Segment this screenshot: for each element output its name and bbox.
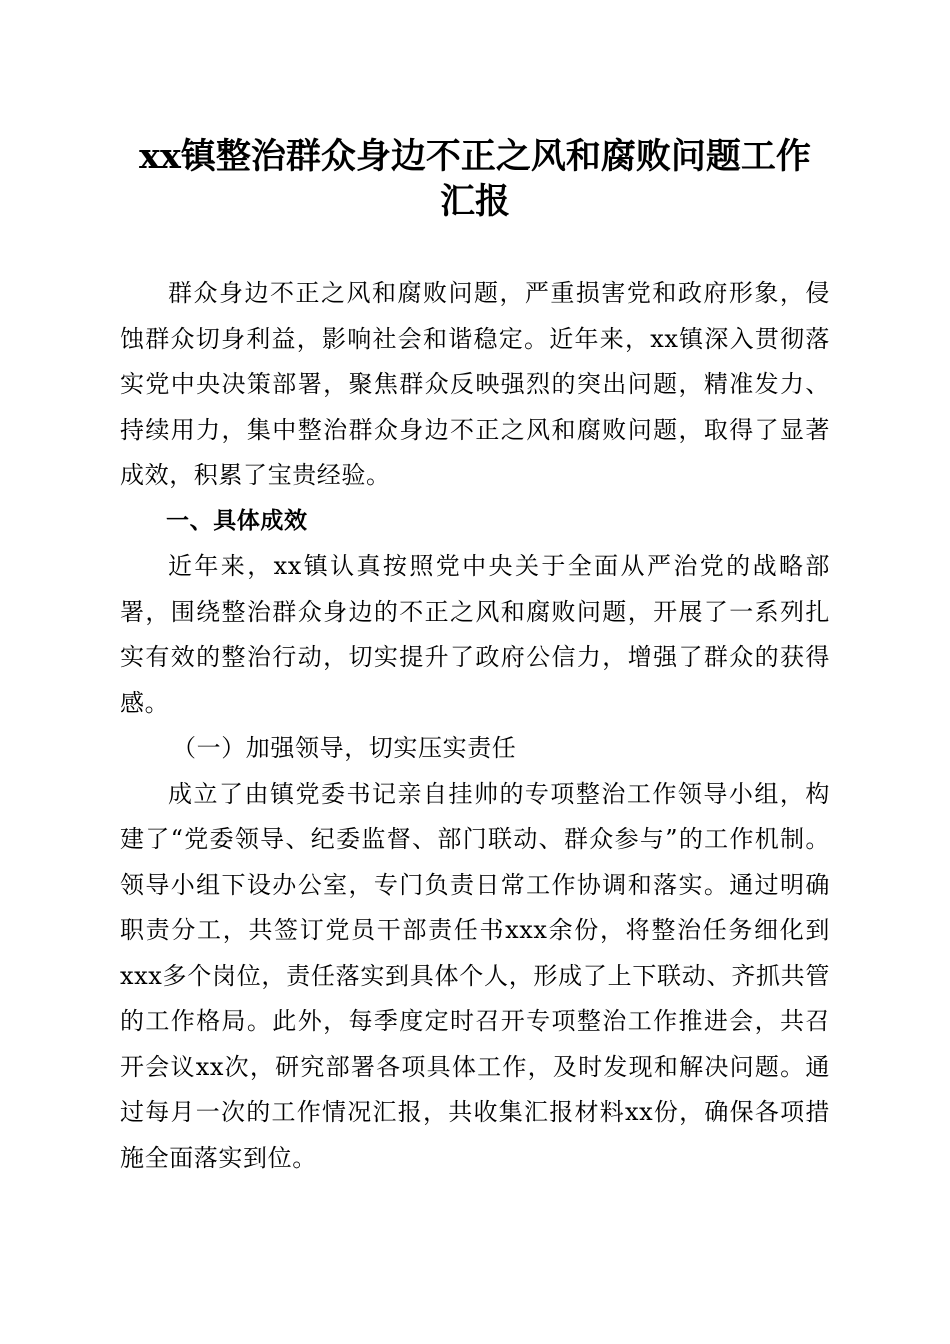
title-line-2: 汇报 xyxy=(439,181,510,222)
title-line-1: xx镇整治群众身边不正之风和腐败问题工作 xyxy=(139,136,811,177)
document-page xyxy=(120,134,830,1181)
section-heading-results: 一、具体成效 xyxy=(166,507,308,534)
subsection-heading-leadership: （一）加强领导，切实压实责任 xyxy=(172,734,517,762)
section-results-paragraph: 近年来，xx镇认真按照党中央关于全面从严治党的战略部署，围绕整治群众身边的不正之风和腐败问题，开展了一系列扎实有效的整治行动，切实提升了政府公信力，增强了群众的获得感。 xyxy=(120,552,830,717)
subsection-leadership-paragraph: 成立了由镇党委书记亲自挂帅的专项整治工作领导小组，构建了“党委领导、纪委监督、部门联动、群众参与”的工作机制。领导小组下设办公室，专门负责日常工作协调和落实。通过明确职责分工，共签订党员干部责任书xxx余份，将整治任务细化到xxx多个岗位，责任落实到具体个人，形成了上下联动、齐抓共管的工作格局。此外，每季度定时召开专项整治工作推进会，共召开会议xx次，研究部署各项具体工作，及时发现和解决问题。通过每月一次的工作情况汇报，共收集汇报材料xx份，确保各项措施全面落实到位。 xyxy=(120,779,830,1172)
intro-paragraph: 群众身边不正之风和腐败问题，严重损害党和政府形象，侵蚀群众切身利益，影响社会和谐稳定。近年来，xx镇深入贯彻落实党中央决策部署，聚焦群众反映强烈的突出问题，精准发力、持续用力，集中整治群众身边不正之风和腐败问题，取得了显著成效，积累了宝贵经验。 xyxy=(120,279,830,489)
document-title xyxy=(120,134,830,224)
